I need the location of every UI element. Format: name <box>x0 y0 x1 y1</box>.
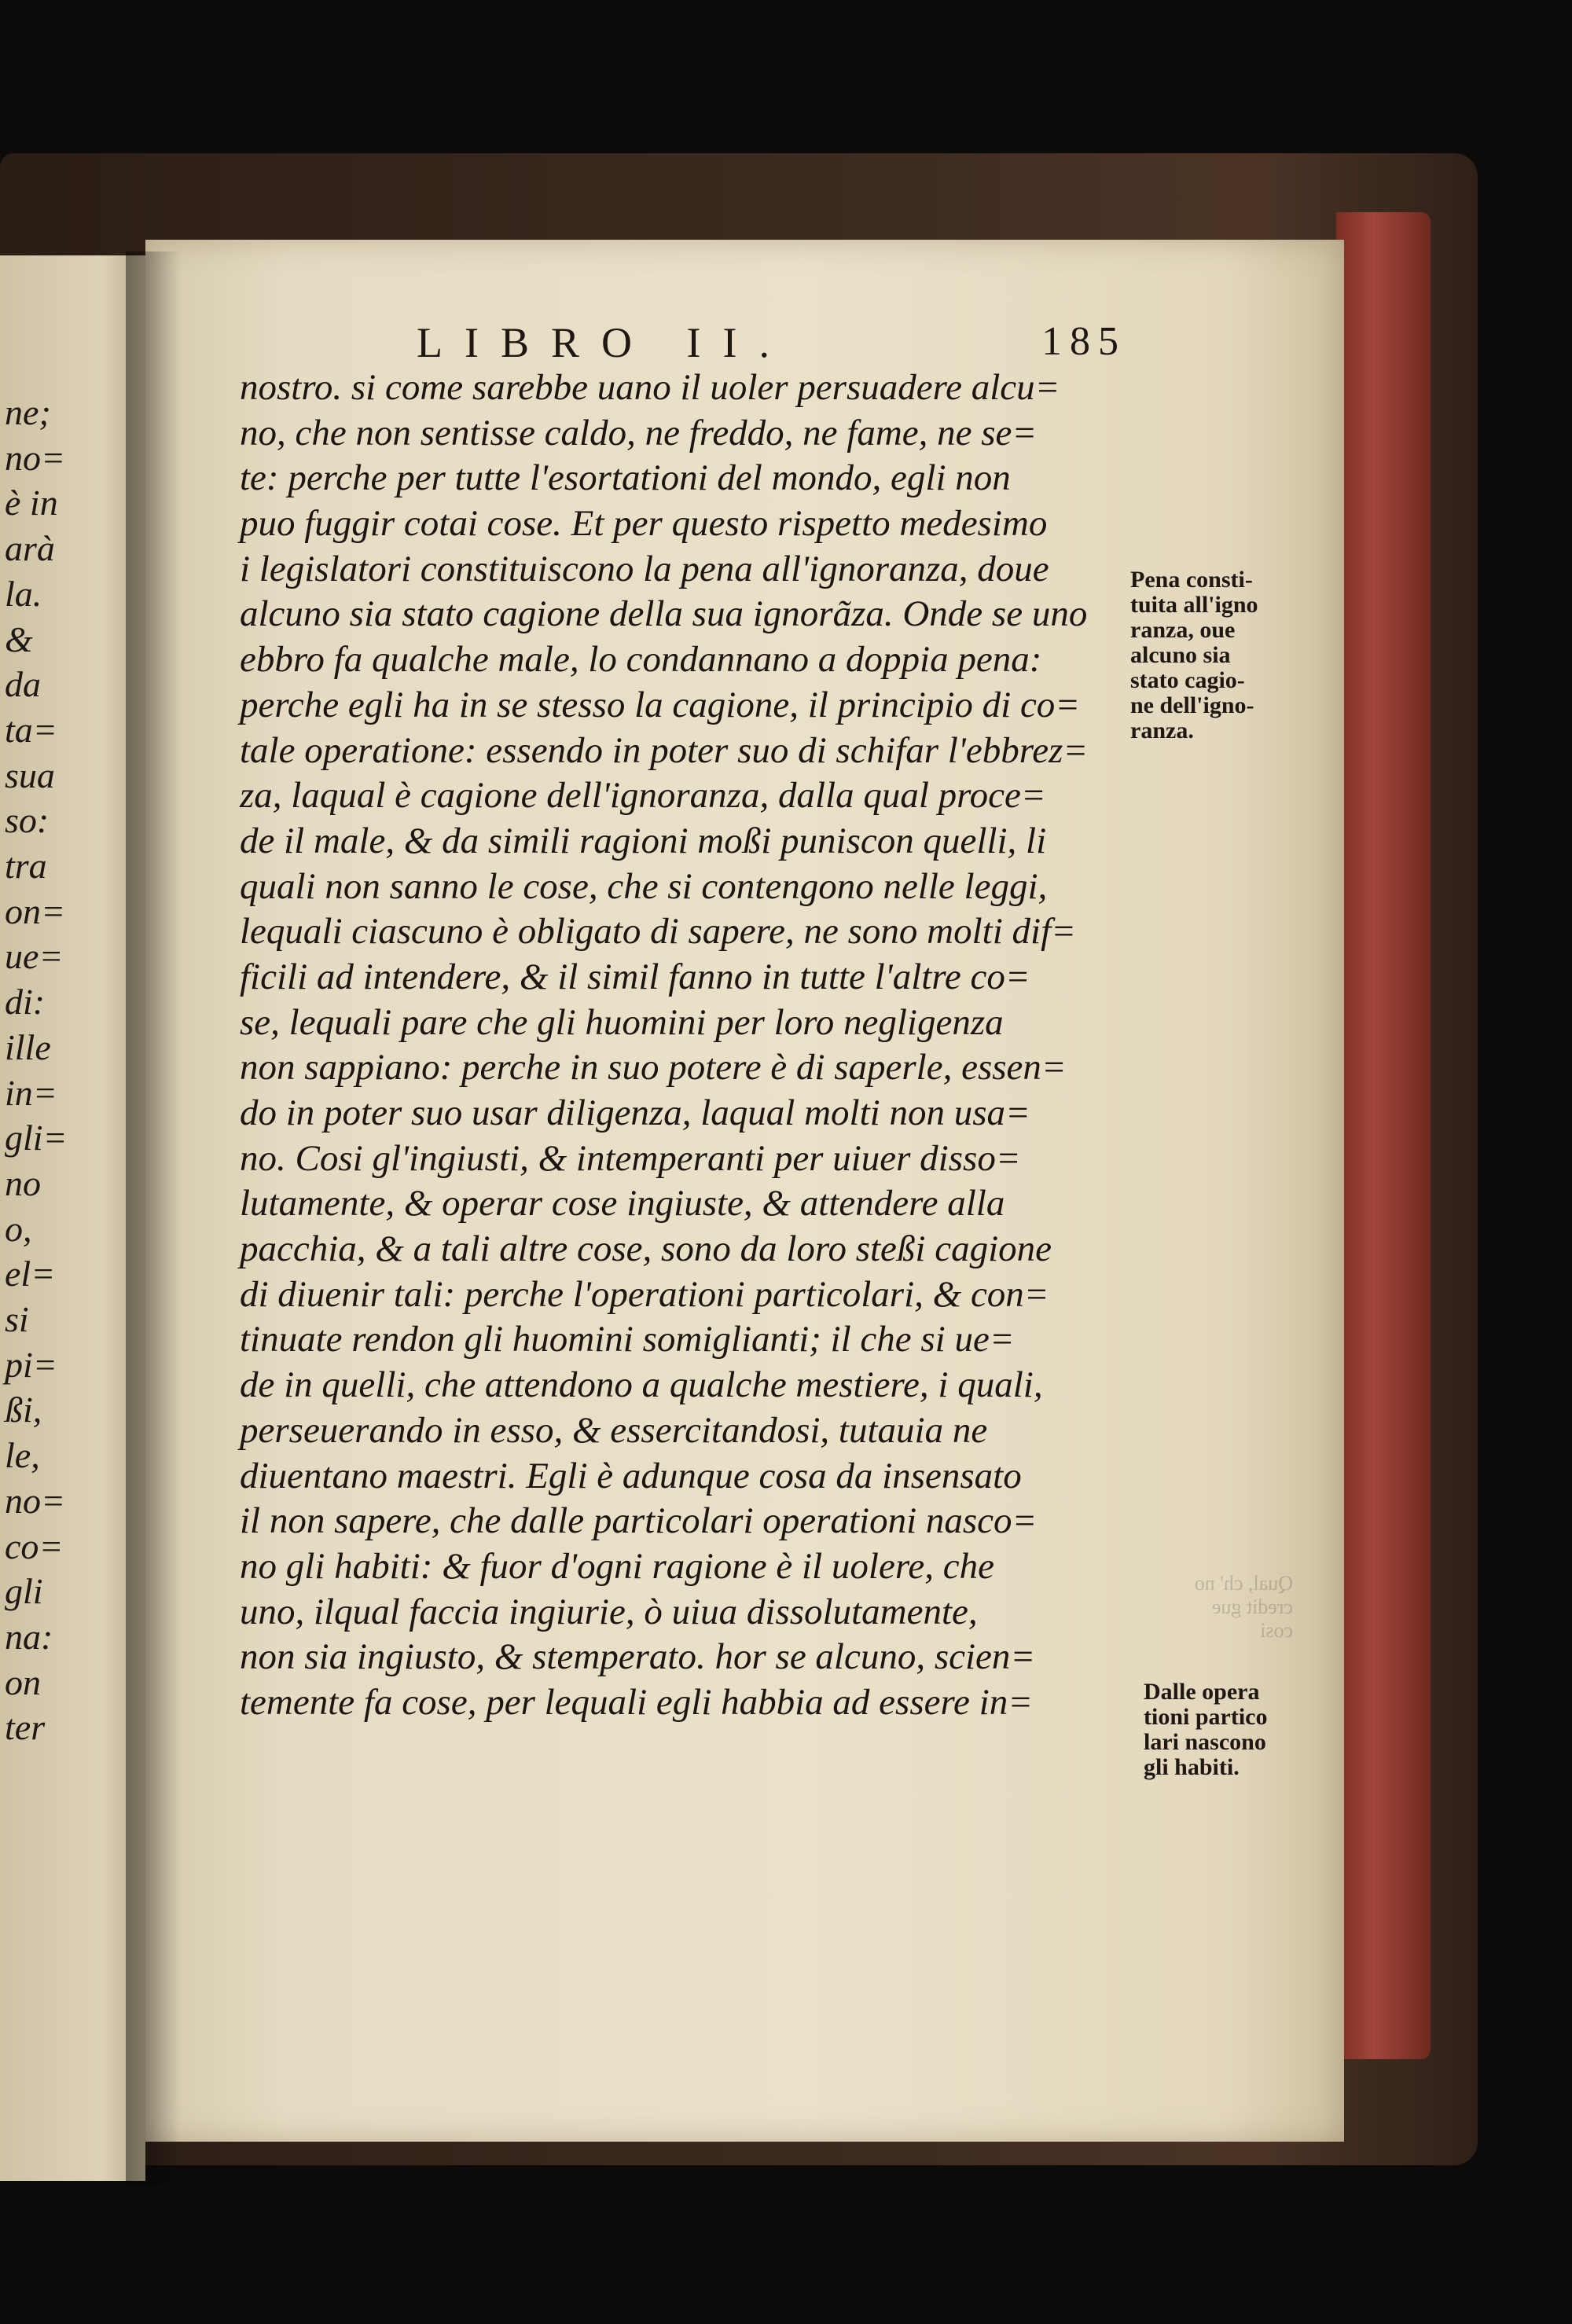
left-page-fragment: si <box>5 1299 29 1339</box>
running-head: LIBRO II. <box>417 319 792 366</box>
left-page <box>0 255 145 2181</box>
margin-note-line: Pena consti- <box>1130 567 1253 593</box>
text-line: tinuate rendon gli huomini somiglianti; il che si ue= <box>240 1319 1015 1360</box>
body-text <box>240 365 1132 1726</box>
text-line: alcuno sia stato cagione della sua ignorãza. Onde se uno <box>240 593 1088 635</box>
text-line: de il male, & da simili ragioni moßi puniscon quelli, li <box>240 820 1047 861</box>
left-page-fragment: ne; <box>5 392 51 432</box>
text-line: te: perche per tutte l'esortationi del mondo, egli non <box>240 457 1011 499</box>
left-page-fragment: el= <box>5 1254 56 1294</box>
text-line: quali non sanno le cose, che si contengono nelle leggi, <box>240 865 1048 907</box>
text-line: perche egli ha in se stesso la cagione, il principio di co= <box>240 684 1081 725</box>
text-line: de in quelli, che attendono a qualche mestiere, i quali, <box>240 1364 1043 1406</box>
text-line: diuentano maestri. Egli è adunque cosa da insensato <box>240 1455 1022 1496</box>
text-line: il non sapere, che dalle particolari operationi nasco= <box>240 1500 1038 1542</box>
margin-note-line: tioni partico <box>1144 1704 1268 1730</box>
text-line: ficili ad intendere, & il simil fanno in tutte l'altre co= <box>240 956 1030 997</box>
left-page-fragment: co= <box>5 1525 64 1566</box>
left-page-fragment: ta= <box>5 709 57 750</box>
text-line: puo fuggir cotai cose. Et per questo rispetto medesimo <box>240 503 1048 545</box>
margin-note-line: ranza. <box>1130 718 1194 743</box>
left-page-fragment: di: <box>5 982 46 1022</box>
left-page-fragment: in= <box>5 1072 57 1113</box>
margin-note-line: stato cagio- <box>1130 667 1245 693</box>
text-line: tale operatione: essendo in poter suo di schifar l'ebbrez= <box>240 729 1089 771</box>
left-page-fragment: no= <box>5 437 66 478</box>
text-line: no gli habiti: & fuor d'ogni ragione è il uolere, che <box>240 1545 994 1587</box>
left-page-fragment: gli <box>5 1571 43 1612</box>
text-line: nostro. si come sarebbe uano il uoler persuadere alcu= <box>240 367 1060 408</box>
text-line: uno, ilqual faccia ingiurie, ò uiua dissolutamente, <box>240 1591 978 1632</box>
text-line: non sia ingiusto, & stemperato. hor se alcuno, scien= <box>240 1636 1036 1678</box>
left-page-fragment: ter <box>5 1707 46 1748</box>
left-page-fragment: na: <box>5 1616 53 1657</box>
text-line: lequali ciascuno è obligato di sapere, ne sono molti dif= <box>240 911 1076 953</box>
text-line: temente fa cose, per lequali egli habbia ad essere in= <box>240 1681 1033 1723</box>
text-line: no. Cosi gl'ingiusti, & intemperanti per uiuer dissο= <box>240 1137 1021 1179</box>
margin-note-line: gli habiti. <box>1144 1754 1240 1780</box>
left-page-fragment: no= <box>5 1480 66 1521</box>
text-line: di diuenir tali: perche l'operationi particolari, & con= <box>240 1273 1049 1315</box>
margin-note-line: Dalle opera <box>1144 1679 1260 1705</box>
bleed-through-text: Qual, ch' no credit gue cosi <box>1194 1572 1293 1642</box>
margin-note-line: alcuno sia <box>1130 642 1231 668</box>
margin-note-line: ranza, oue <box>1130 617 1236 643</box>
margin-note-line: tuita all'igno <box>1130 592 1258 618</box>
text-line: lutamente, & operar cose ingiuste, & attendere alla <box>240 1183 1005 1224</box>
left-page-fragment: on <box>5 1661 41 1702</box>
text-line: ebbro fa qualche male, lo condannano a doppia pena: <box>240 639 1042 681</box>
left-page-fragment: no <box>5 1162 41 1203</box>
left-page-fragment: tra <box>5 846 47 886</box>
text-line: no, che non sentisse caldo, ne freddo, ne fame, ne se= <box>240 412 1038 453</box>
text-line: se, lequali pare che gli huomini per loro negligenza <box>240 1001 1004 1043</box>
left-page-fragment: arà <box>5 528 55 569</box>
left-page-fragment: so: <box>5 800 50 841</box>
left-page-fragment: le, <box>5 1435 40 1476</box>
left-page-fragment: è in <box>5 483 58 523</box>
left-page-fragment: o, <box>5 1208 32 1249</box>
left-page-fragment: pi= <box>5 1344 57 1385</box>
left-page-fragment: la. <box>5 573 42 614</box>
red-page-edges <box>1336 212 1431 2059</box>
text-line: za, laqual è cagione dell'ignoranza, dalla qual proce= <box>240 775 1046 817</box>
left-page-fragment: sua <box>5 754 55 795</box>
page-number: 185 <box>1041 319 1126 364</box>
left-page-fragment: on= <box>5 890 66 931</box>
gutter-shadow <box>126 251 181 2185</box>
text-line: pacchia, & a tali altre cose, sono da loro steßi cagione <box>240 1228 1052 1270</box>
left-page-fragment: da <box>5 664 41 705</box>
left-page-fragment: gli= <box>5 1118 68 1158</box>
text-line: do in poter suo usar diligenza, laqual molti non usa= <box>240 1092 1030 1133</box>
margin-note-line: ne dell'igno- <box>1130 692 1254 718</box>
left-page-fragment: ille <box>5 1026 51 1067</box>
left-page-fragment: & <box>5 619 33 659</box>
text-line: perseuerando in esso, & essercitandosi, tutauia ne <box>240 1409 988 1451</box>
margin-note-pena <box>1130 567 1287 743</box>
text-line: non sappiano: perche in suo potere è di saperle, essen= <box>240 1047 1067 1089</box>
text-line: i legislatori constituiscono la pena all'ignoranza, doue <box>240 548 1049 589</box>
left-page-fragment: ßi, <box>5 1390 42 1430</box>
margin-note-line: lari nascono <box>1144 1729 1266 1755</box>
left-page-fragment: ue= <box>5 936 64 977</box>
margin-note-habiti <box>1144 1680 1301 1780</box>
